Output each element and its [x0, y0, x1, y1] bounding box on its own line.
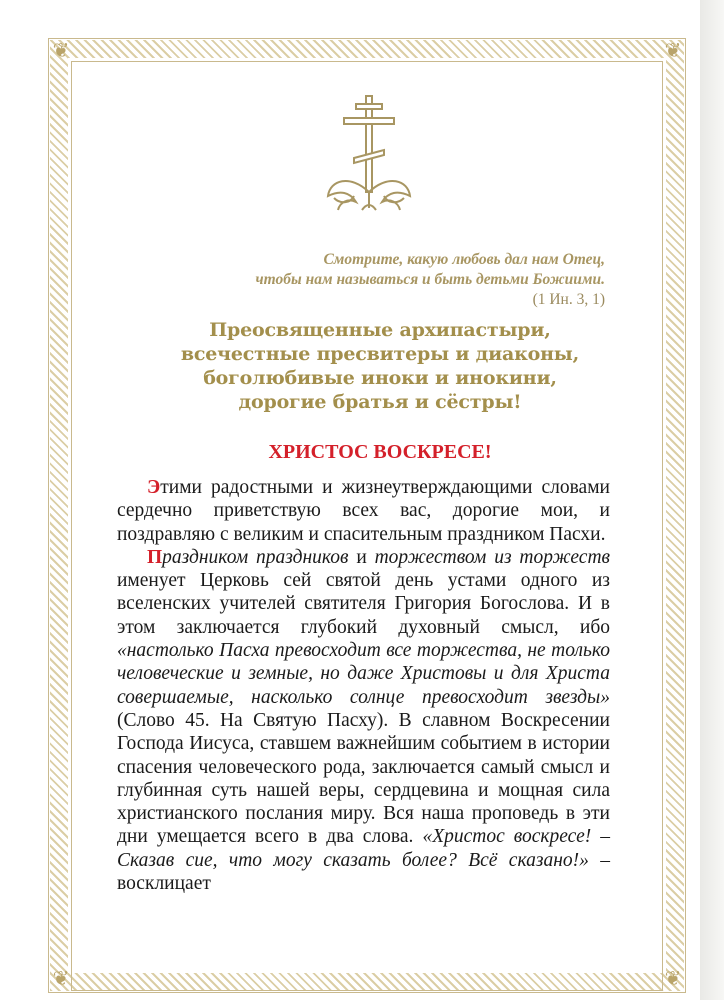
paragraph [117, 546, 610, 895]
message-body [117, 476, 610, 895]
salutation [130, 318, 630, 414]
paragraph-text: – восклицает [117, 849, 610, 895]
paragraph-text: тими радостными и жизнеутверждающими словами сердечно приветствую всех вас, дорогие мои, и поздравляю с великим и спасительным праздником Пасхи. [117, 477, 610, 545]
italic-phrase: раздником праздников [162, 546, 349, 568]
salutation-line: боголюбивые иноки и инокини, [203, 367, 557, 389]
epigraph-line: Смотрите, какую любовь дал нам Отец, [323, 251, 605, 268]
epigraph-line: чтобы нам называться и быть детьми Божиими. [255, 271, 605, 288]
drop-initial: Э [147, 477, 161, 498]
salutation-line: дорогие братья и сёстры! [238, 391, 522, 413]
orthodox-cross-icon [310, 92, 430, 222]
italic-quote: «настолько Пасха превосходит все торжества, не только человеческие и земные, но даже Христовы и для Христа совершаемые, насколько солнце превосходит звезды» [117, 640, 610, 708]
italic-phrase: торжеством из торжеств [374, 546, 610, 568]
italic-quote: «Христос воскресе! – Сказав сие, что могу сказать более? Всё сказано!» [117, 826, 611, 871]
paragraph-text: (Слово 45. На Святую Пасху). В славном Воскресении Господа Иисуса, ставшем важнейшим событием в истории спасения человеческого рода, заключается самый смысл и глубинная суть нашей веры, сердцевина и мощная сила христианского послания миру. Вся наша проповедь в эти дни умещается всего в два слова. [117, 709, 610, 848]
frame-corner-ornament: ❦ [52, 40, 70, 62]
frame-corner-ornament: ❦ [664, 968, 682, 990]
frame-corner-ornament: ❦ [52, 968, 70, 990]
paragraph [117, 476, 610, 546]
epigraph-reference: (1 Ин. 3, 1) [532, 291, 605, 308]
salutation-line: всечестные пресвитеры и диаконы, [180, 343, 580, 365]
scanner-edge [700, 0, 724, 1000]
epigraph [230, 250, 605, 310]
paragraph-text: именует Церковь сей святой день устами одного из вселенских учителей святителя Григория Богослова. И в этом заключается глубокий духовный смысл, ибо [117, 570, 610, 638]
paragraph-text: и [348, 546, 375, 568]
drop-initial: П [147, 546, 163, 568]
frame-corner-ornament: ❦ [664, 40, 682, 62]
salutation-line: Преосвященные архипастыри, [209, 319, 551, 341]
page-heading: ХРИСТОС ВОСКРЕСЕ! [268, 441, 492, 463]
